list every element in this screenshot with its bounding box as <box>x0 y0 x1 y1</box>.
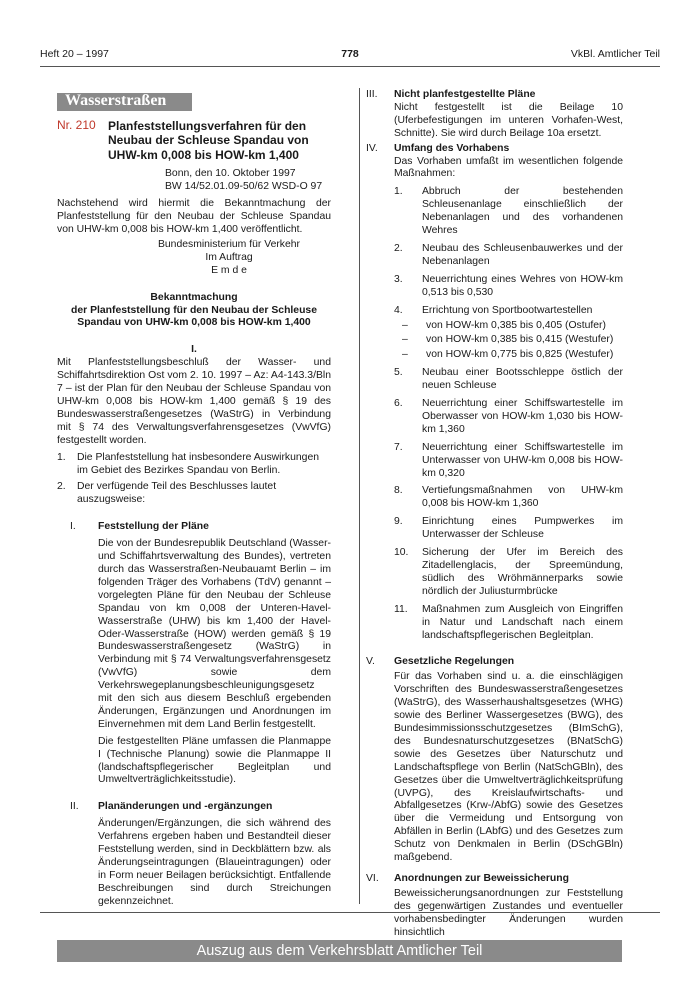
entry-heading <box>57 119 331 163</box>
section-v <box>366 656 623 865</box>
bekanntmachung-subtitle-2: Spandau von UHW-km 0,008 bis HOW-km 1,400 <box>77 317 311 329</box>
item-text: Neuerrichtung einer Schiffswartestelle im Unterwasser von UHW-km 0,008 bis HOW-km 0,320 <box>422 441 623 479</box>
item-text: Neubau des Schleusenbauwerkes und der Nebenanlagen <box>422 242 623 267</box>
header-rule <box>40 66 660 67</box>
column-divider <box>359 88 360 904</box>
item-number: 10. <box>394 547 409 559</box>
list-item <box>394 604 623 643</box>
item-text: von HOW-km 0,385 bis 0,415 (Westufer) <box>426 334 614 346</box>
issue-label: Heft 20 – 1997 <box>40 48 109 60</box>
signer: E m d e <box>211 264 247 276</box>
sub-list-item <box>394 334 623 347</box>
entry-intro: Nachstehend wird hiermit die Bekanntmachung der Planfeststellung für den Neubau der Schleuse Spandau von UHW-km 0,008 bis HOW-km 1,400 veröffentlicht. <box>57 198 331 236</box>
list-item <box>394 186 623 238</box>
item-text: Die Planfeststellung hat insbesondere Auswirkungen im Gebiet des Bezirkes Spandau von Berlin. <box>77 451 320 476</box>
list-item <box>394 516 623 542</box>
item-number: 4. <box>394 304 403 316</box>
section-number: III. <box>366 89 378 100</box>
item-number: 11. <box>394 603 408 615</box>
item-text: Sicherung der Ufer im Bereich des Zitadellenglacis, der Spreemündung, südlich des Wröhmännerparks sowie nördlich der Juliusturmbrücke <box>422 547 623 597</box>
list-item <box>394 367 623 393</box>
item-number: 9. <box>394 516 403 528</box>
item-text: Neuerrichtung eines Wehres von HOW-km 0,513 bis 0,530 <box>422 273 623 298</box>
item-text: Einrichtung eines Pumpwerkes im Unterwasser der Schleuse <box>422 516 623 541</box>
bekanntmachung-paragraph: Mit Planfeststellungsbeschluß der Wasser- und Schiffahrtsdirektion Ost vom 2. 10. 1997 – Az: A4-143.3/Bln 7 – ist der Plan für den Neubau der Schleuse Spandau von UHW-km 0,008 bis HOW-km 1,400 gemäß § 19 des Bundeswasserstraßengesetzes (WaStrG) in Verbindung mit § 74 des Verwaltungsverfahrensgesetzes (VwVfG) festgestellt worden. <box>57 357 331 446</box>
section-title: Planänderungen und -ergänzungen <box>98 801 273 813</box>
section-paragraph: Für das Vorhaben sind u. a. die einschlägigen Vorschriften des Bundeswasserstraßengesetzes (WaStrG), des Wasserhaushaltsgesetzes (WHG) sowie des Berliner Wassergesetzes (BWG), des Bundesimmissionsschutzgesetzes (BImSchG), des Bundesnaturschutzgesetzes (BNatSchG) sowie des Gesetzes über Naturschutz und Landschaftspflege von Berlin (NatSchGBln), des Gesetzes über die Umweltverträglichkeitsprüfung (UVPG), des Kreislaufwirtschafts- und Abfallgesetzes (Krw-/AbfG) sowie des Gesetzes über die Vermeidung und Entsorgung von Abfällen in Berlin (LAbfG) und des Gesetzes zum Schutz von Denkmalen in Berlin (DSchGBln) maßgebend. <box>394 671 623 864</box>
item-number: 2. <box>57 481 66 493</box>
item-text: Abbruch der bestehenden Schleusenanlage einschließlich der Nebenanlagen und des vorhandenen Wehres <box>422 186 623 237</box>
list-item <box>394 547 623 599</box>
section-title: Nicht planfestgestellte Pläne <box>394 89 536 100</box>
entry-title: Planfeststellungsverfahren für den Neubau der Schleuse Spandau von UHW-km 0,008 bis HOW-km 1,400 <box>108 118 309 162</box>
list-item <box>394 274 623 300</box>
ministry: Bundesministerium für Verkehr <box>157 238 301 250</box>
list-item <box>57 452 331 478</box>
list-item <box>394 442 623 481</box>
item-number: 3. <box>394 273 403 285</box>
bekanntmachung-title: Bekanntmachung <box>150 291 238 303</box>
section-title: Feststellung der Pläne <box>98 521 209 533</box>
sub-list-item <box>394 349 623 362</box>
section-badge: Wasserstraßen <box>57 93 192 111</box>
item-number: 2. <box>394 242 403 254</box>
section-number: V. <box>366 656 375 668</box>
item-text: Vertiefungsmaßnahmen von UHW-km 0,008 bis HOW-km 1,360 <box>422 485 623 510</box>
item-number: 7. <box>394 441 403 453</box>
publication-label: VkBl. Amtlicher Teil <box>570 48 660 60</box>
section-iii <box>366 89 623 141</box>
item-text: Maßnahmen zum Ausgleich von Eingriffen in Natur und Landschaft nach einem landschaftspflegerischen Begleitplan. <box>422 603 623 641</box>
section-paragraph: Nicht festgestellt ist die Beilage 10 (Uferbefestigungen im unteren Vorhafen-West, Schnitte). Sie wird durch Beilage 10a ersetzt. <box>394 101 623 139</box>
page-number: 778 <box>341 48 359 60</box>
list-item <box>394 398 623 437</box>
section-title: Gesetzliche Regelungen <box>394 656 515 668</box>
item-number: 5. <box>394 367 403 379</box>
measures-list <box>394 186 623 642</box>
list-item <box>394 305 623 318</box>
section-i <box>57 521 331 787</box>
item-number: 8. <box>394 485 403 497</box>
left-column <box>57 93 331 909</box>
item-text: Der verfügende Teil des Beschlusses lautet auszugsweise: <box>77 481 277 506</box>
section-number: VI. <box>366 872 379 884</box>
section-iv <box>366 143 623 643</box>
section-ii <box>57 801 331 908</box>
bekanntmachung-subtitle-1: der Planfeststellung für den Neubau der Schleuse <box>71 304 317 316</box>
entry-date: Bonn, den 10. Oktober 1997 <box>165 168 296 180</box>
item-number: – <box>402 349 408 361</box>
section-paragraph: Beweissicherungsanordnungen zur Feststellung des gegenwärtigen Zustandes und eventueller vorhabensbedingter Änderungen wurden hinsichtlich <box>394 887 623 938</box>
section-paragraph: Die von der Bundesrepublik Deutschland (Wasser- und Schiffahrtsverwaltung des Bundes), vertreten durch das Wasserstraßen-Neubauamt Berlin – im folgenden Träger des Vorhabens (TdV) genannt – vorgelegten Pläne für den Neubau der Schleuse Spandau von km 0,008 der Unteren-Havel-Wasserstraße (UHW) bis km 1,400 der Havel-Oder-Wasserstraße (HOW) werden gemäß § 19 Bundeswasserstraßengesetz (WaStrG) in Verbindung mit § 74 Verwaltungsverfahrensgesetz (VwVfG) sowie dem Verkehrswegeplanungsbeschleunigungsgesetz mit den sich aus diesem Beschluß ergebenden Änderungen, Ergänzungen und Anordnungen im Einvernehmen mit dem Land Berlin festgestellt. <box>98 538 331 730</box>
section-title: Umfang des Vorhabens <box>394 142 510 154</box>
item-number: – <box>402 319 408 331</box>
section-title: Anordnungen zur Beweissicherung <box>394 872 569 884</box>
item-number: 6. <box>394 398 403 410</box>
entry-number: Nr. 210 <box>57 117 96 132</box>
item-number: 1. <box>57 451 66 463</box>
item-text: von HOW-km 0,775 bis 0,825 (Westufer) <box>426 349 614 361</box>
section-number: IV. <box>366 142 378 154</box>
item-text: Neuerrichtung einer Schiffswartestelle im Oberwasser von HOW-km 1,030 bis HOW-km 1,360 <box>422 398 623 435</box>
section-number: I. <box>70 521 76 533</box>
entry-reference: BW 14/52.01.09-50/62 WSD-O 97 <box>165 181 323 193</box>
sub-list-item <box>394 320 623 333</box>
section-paragraph: Das Vorhaben umfaßt im wesentlichen folgende Maßnahmen: <box>394 155 623 180</box>
list-item <box>394 485 623 511</box>
right-column <box>366 89 623 939</box>
section-paragraph: Änderungen/Ergänzungen, die sich während des Verfahrens ergeben haben und Bestandteil dieser Feststellung werden, sind in Deckblättern bzw. als Änderungseintragungen (Blaueintragungen) oder in Form neuer Beilagen berücksichtigt. Entfallende Beschreibungen sind durch Streichungen gekennzeichnet. <box>98 818 331 907</box>
list-item <box>57 481 331 507</box>
section-paragraph: Die festgestellten Pläne umfassen die Planmappe I (Technische Planung) sowie die Planmappe II (landschaftspflegerischer Begleitplan und Umweltverträglichkeitsstudie). <box>98 735 331 786</box>
bottom-rule <box>40 912 660 913</box>
item-text: Neubau einer Bootsschleppe östlich der neuen Schleuse <box>422 367 623 392</box>
item-number: – <box>402 334 408 346</box>
section-vi <box>366 873 623 940</box>
item-text: von HOW-km 0,385 bis 0,405 (Ostufer) <box>426 319 606 331</box>
section-number: II. <box>70 801 79 813</box>
roman-one: I. <box>191 344 197 356</box>
page-header <box>40 48 660 64</box>
list-item <box>394 243 623 269</box>
page-footer: Auszug aus dem Verkehrsblatt Amtlicher Teil <box>57 940 622 962</box>
item-number: 1. <box>394 186 403 198</box>
auftrag: Im Auftrag <box>205 251 253 263</box>
item-text: Errichtung von Sportbootwartestellen <box>422 304 593 316</box>
